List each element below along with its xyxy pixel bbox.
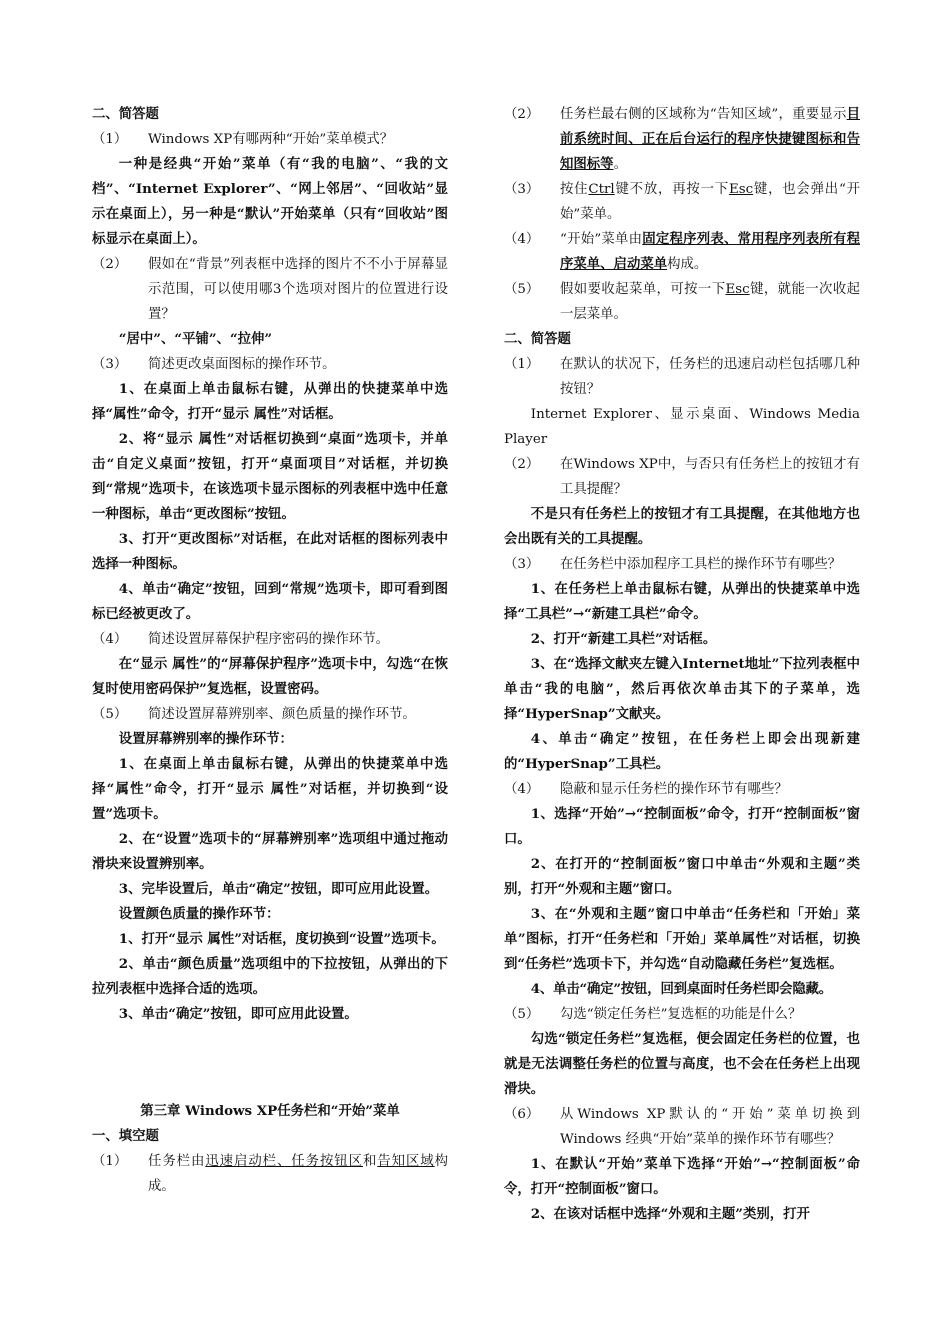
answer-2: “居中”、“平铺”、“拉伸” <box>118 331 273 347</box>
section-heading: 二、简答题 <box>92 106 159 122</box>
answer-step: 3、在“外观和主题”窗口中单击“任务栏和「开始」菜单”图标，打开“任务栏和「开始」菜单属性”对话框，切换到“任务栏”选项卡下，并勾选“自动隐藏任务栏”复选框。 <box>504 906 860 972</box>
question-4 <box>92 627 448 652</box>
right-column <box>504 102 860 1227</box>
question-text: 从Windows XP默认的“开始”菜单切换到Windows 经典“开始”菜单的操作环节有哪些？ <box>560 1107 860 1147</box>
fill-question-2 <box>504 102 860 177</box>
answer-step: 3、单击“确定”按钮，即可应用此设置。 <box>118 1006 358 1022</box>
section-heading: 一、填空题 <box>92 1128 159 1144</box>
answer-step: 4、单击“确定”按钮，回到“常规”选项卡，即可看到图标已经被更改了。 <box>92 581 448 622</box>
answer-step: 2、打开“新建工具栏”对话框。 <box>530 631 717 647</box>
question-text: 在任务栏中添加程序工具栏的操作环节有哪些？ <box>560 557 842 572</box>
question-text: 勾选“锁定任务栏”复选框的功能是什么？ <box>560 1007 802 1022</box>
question-text: 假如在“背景”列表框中选择的图片不不小于屏幕显示范围，可以使用哪3个选项对图片的位置进行设置？ <box>148 257 448 322</box>
answer-1: Internet Explorer、显示桌面、Windows Media Player <box>504 407 860 447</box>
question-number: （4） <box>504 782 540 797</box>
answer-underline: Esc <box>728 182 754 197</box>
question-3 <box>92 352 448 377</box>
question-number: （5） <box>92 707 128 722</box>
question-5 <box>92 702 448 727</box>
question-text: 简述更改桌面图标的操作环节。 <box>148 357 336 372</box>
question-number: （2） <box>504 107 540 122</box>
question-text: 任务栏最右侧的区域称为“告知区域”，重要显示目前系统时间、正在后台运行的程序快捷键图标和告知图标等。 <box>560 106 860 172</box>
question-number: （6） <box>504 1107 540 1122</box>
question-number: （2） <box>92 257 128 272</box>
question-text: 简述设置屏幕辨别率、颜色质量的操作环节。 <box>148 707 416 722</box>
answer-step: 3、在“选择文献夹左键入Internet地址”下拉列表框中单击“我的电脑”，然后再依次单击其下的子菜单，选择“HyperSnap”文献夹。 <box>504 656 860 722</box>
section-heading: 二、简答题 <box>504 331 571 347</box>
question-3 <box>504 552 860 577</box>
question-number: （4） <box>92 632 128 647</box>
fill-question-3 <box>504 177 860 227</box>
question-number: （3） <box>92 357 128 372</box>
question-1 <box>504 352 860 402</box>
question-text: 隐蔽和显示任务栏的操作环节有哪些？ <box>560 782 788 797</box>
answer-step: 2、在打开的“控制面板”窗口中单击“外观和主题”类别，打开“外观和主题”窗口。 <box>504 856 860 897</box>
question-1 <box>92 127 448 152</box>
answer-subtitle: 设置颜色质量的操作环节： <box>118 906 280 922</box>
question-2 <box>504 452 860 502</box>
question-number: （3） <box>504 182 540 197</box>
fill-question-1 <box>92 1149 448 1199</box>
question-text: 按住Ctrl键不放，再按一下Esc键，也会弹出“开始”菜单。 <box>560 182 861 222</box>
question-text: 假如要收起菜单，可按一下Esc键，就能一次收起一层菜单。 <box>560 282 861 322</box>
answer-step: 3、打开“更改图标”对话框，在此对话框的图标列表中选择一种图标。 <box>92 531 448 572</box>
question-number: （5） <box>504 282 540 297</box>
answer-step: 3、完毕设置后，单击“确定”按钮，即可应用此设置。 <box>118 881 439 897</box>
question-text: 在Windows XP中，与否只有任务栏上的按钮才有工具提醒？ <box>560 457 860 497</box>
left-column <box>92 102 448 1199</box>
question-text: “开始”菜单由固定程序列表、常用程序列表所有程序菜单、启动菜单构成。 <box>560 231 860 272</box>
question-number: （3） <box>504 557 540 572</box>
question-6 <box>504 1102 860 1152</box>
question-text: 在默认的状况下，任务栏的迅速启动栏包括哪几种按钮？ <box>560 357 860 397</box>
question-number: （5） <box>504 1007 540 1022</box>
answer-underline: 固定程序列表、常用程序列表所有程序菜单、启动菜单 <box>560 231 860 272</box>
answer-step: 1、在桌面上单击鼠标右键，从弹出的快捷菜单中选择“属性”命令，打开“显示 属性”对话框。 <box>92 381 448 422</box>
question-4 <box>504 777 860 802</box>
answer-underline: 目前系统时间、正在后台运行的程序快捷键图标和告知图标等 <box>560 106 860 172</box>
answer-5: 勾选“锁定任务栏”复选框，便会固定任务栏的位置，也就是无法调整任务栏的位置与高度，也不会在任务栏上出现滑块。 <box>504 1031 860 1097</box>
answer-step: 1、选择“开始”→“控制面板”命令，打开“控制面板”窗口。 <box>504 806 860 847</box>
answer-underline: 迅速启动栏、任务按钮区 <box>205 1154 363 1169</box>
question-number: （1） <box>92 132 128 147</box>
answer-underline: Ctrl <box>588 182 615 197</box>
answer-step: 4、单击“确定”按钮，回到桌面时任务栏即会隐藏。 <box>530 981 832 997</box>
answer-step: 1、打开“显示 属性”对话框，度切换到“设置”选项卡。 <box>118 931 445 947</box>
question-text: 简述设置屏幕保护程序密码的操作环节。 <box>148 632 390 647</box>
answer-4: 在“显示 属性”的“屏幕保护程序”选项卡中，勾选“在恢复时使用密码保护”复选框，设置密码。 <box>92 656 448 697</box>
answer-underline: Esc <box>725 282 750 297</box>
answer-step: 4、单击“确定”按钮，在任务栏上即会出现新建的“HyperSnap”工具栏。 <box>504 731 860 772</box>
question-text: Windows XP有哪两种“开始”菜单模式？ <box>148 132 394 147</box>
answer-step: 1、在默认“开始”菜单下选择“开始”→“控制面板”命令，打开“控制面板”窗口。 <box>504 1156 860 1197</box>
answer-step: 2、单击“颜色质量”选项组中的下拉按钮，从弹出的下拉列表框中选择合适的选项。 <box>92 956 448 997</box>
answer-1: 一种是经典“开始”菜单（有“我的电脑”、“我的文档”、“Internet Explorer”、“网上邻居”、“回收站”显示在桌面上），另一种是“默认”开始菜单（只有“回收站”图标显示在桌面上）。 <box>92 156 448 247</box>
answer-step: 2、在“设置”选项卡的“屏幕辨别率”选项组中通过拖动滑块来设置辨别率。 <box>92 831 448 872</box>
answer-step: 2、在该对话框中选择“外观和主题”类别，打开 <box>530 1206 810 1222</box>
chapter-title: 第三章 Windows XP任务栏和“开始”菜单 <box>140 1103 400 1119</box>
question-number: （2） <box>504 457 540 472</box>
answer-underline: 告知区域 <box>377 1154 435 1169</box>
fill-question-4 <box>504 227 860 277</box>
answer-step: 1、在任务栏上单击鼠标右键，从弹出的快捷菜单中选择“工具栏”→“新建工具栏”命令。 <box>504 581 860 622</box>
question-2 <box>92 252 448 327</box>
answer-2: 不是只有任务栏上的按钮才有工具提醒，在其他地方也会出既有关的工具提醒。 <box>504 506 860 547</box>
fill-question-5 <box>504 277 860 327</box>
answer-subtitle: 设置屏幕辨别率的操作环节： <box>118 731 293 747</box>
question-text: 任务栏由迅速启动栏、任务按钮区和告知区域构成。 <box>148 1154 449 1194</box>
question-5 <box>504 1002 860 1027</box>
answer-step: 1、在桌面上单击鼠标右键，从弹出的快捷菜单中选择“属性”命令，打开“显示 属性”对话框，并切换到“设置”选项卡。 <box>92 756 448 822</box>
spacer <box>92 1027 448 1099</box>
question-number: （4） <box>504 232 540 247</box>
question-number: （1） <box>92 1154 128 1169</box>
answer-step: 2、将“显示 属性”对话框切换到“桌面”选项卡，并单击“自定义桌面”按钮，打开“桌面项目”对话框，并切换到“常规”选项卡，在该选项卡显示图标的列表框中选中任意一种图标，单击“更改图标”按钮。 <box>92 431 448 522</box>
question-number: （1） <box>504 357 540 372</box>
